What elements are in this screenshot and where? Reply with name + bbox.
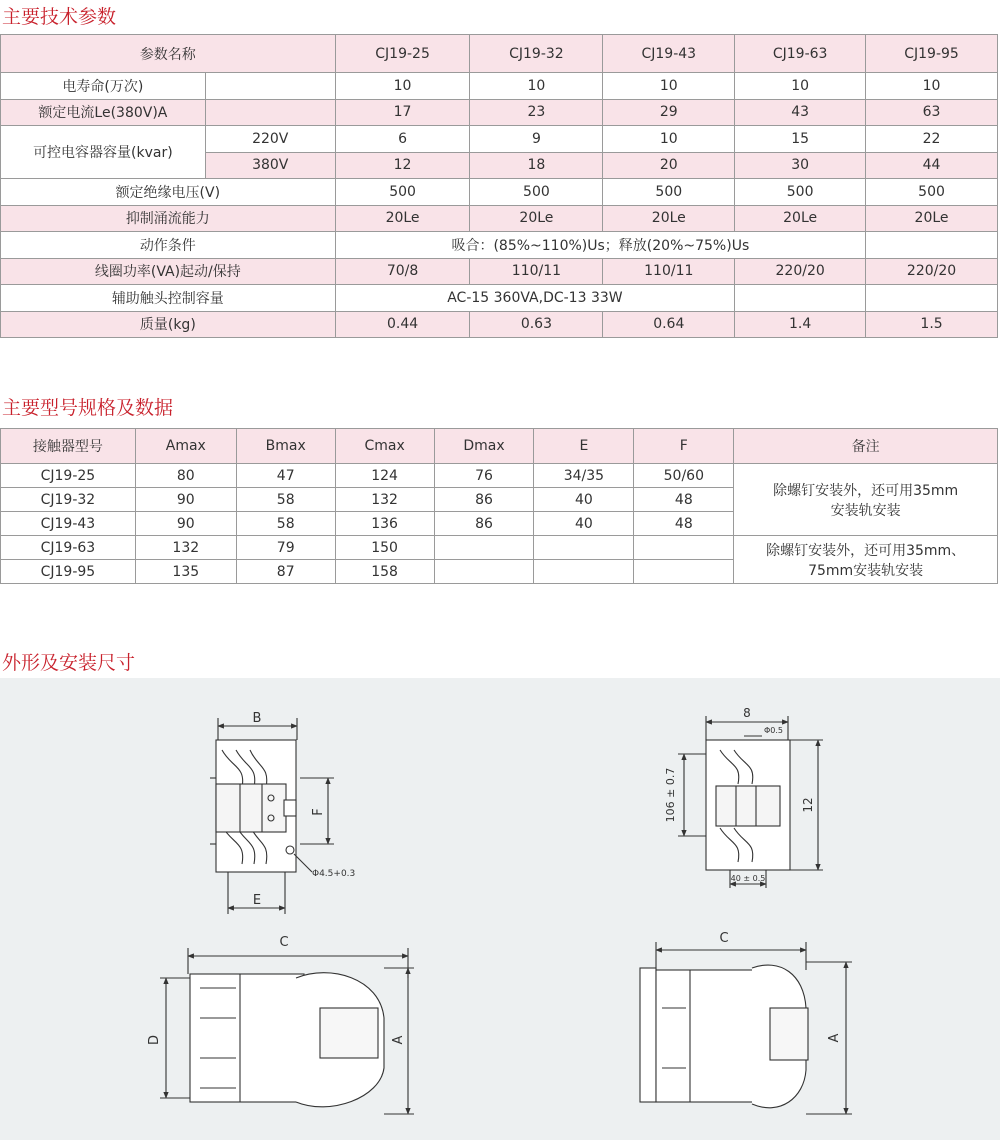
header-cell: F [634, 429, 734, 464]
row-label: 线圈功率(VA)起动/保持 [1, 258, 336, 285]
table-cell [634, 560, 734, 584]
table-cell: 吸合：(85%~110%)Us；释放(20%~75%)Us [335, 232, 865, 259]
note-line: 除螺钉安装外，还可用35mm、 [766, 542, 966, 559]
table-cell: 70/8 [335, 258, 470, 285]
table-cell: 10 [335, 73, 470, 100]
empty-cell [205, 99, 335, 126]
table-row [1, 232, 998, 259]
table-row [1, 73, 998, 100]
header-cell: Cmax [335, 429, 434, 464]
table-cell: 500 [603, 179, 735, 206]
table-cell: 40 [534, 488, 634, 512]
table-cell: 0.64 [603, 311, 735, 338]
table-cell: 86 [434, 488, 534, 512]
note-line: 安装轨安装 [830, 502, 901, 519]
header-cell: Bmax [236, 429, 335, 464]
table-cell: 22 [866, 126, 998, 153]
table-cell: 20Le [866, 205, 998, 232]
table-cell: 79 [236, 536, 335, 560]
table-cell: 48 [634, 488, 734, 512]
table-cell: 124 [335, 464, 434, 488]
table-cell: 132 [135, 536, 236, 560]
table-cell: 10 [603, 73, 735, 100]
note-cell [734, 464, 998, 536]
table-header-row [1, 35, 998, 73]
note-cell [734, 536, 998, 584]
table-cell: 87 [236, 560, 335, 584]
section-title-models: 主要型号规格及数据 [2, 397, 174, 419]
table-cell: 500 [735, 179, 866, 206]
table-cell: 58 [236, 512, 335, 536]
table-row [1, 99, 998, 126]
section-title-main-params: 主要技术参数 [2, 6, 117, 28]
table-cell: 43 [735, 99, 866, 126]
row-label: 可控电容器容量(kvar) [1, 126, 206, 179]
header-cell: Dmax [434, 429, 534, 464]
label-8: 8 [743, 706, 751, 720]
table-cell: 500 [866, 179, 998, 206]
header-cell: 备注 [734, 429, 998, 464]
table-cell: 34/35 [534, 464, 634, 488]
table-cell: 20 [603, 152, 735, 179]
row-label: 质量(kg) [1, 311, 336, 338]
table-cell: 0.44 [335, 311, 470, 338]
section-title-dimensions: 外形及安装尺寸 [2, 652, 136, 674]
row-label: 额定绝缘电压(V) [1, 179, 336, 206]
models-table [0, 428, 998, 584]
empty-cell [866, 232, 998, 259]
label-B: B [252, 711, 262, 726]
label-D: D [147, 1034, 162, 1046]
label-A2: A [827, 1033, 842, 1043]
table-header-row [1, 429, 998, 464]
row-label: 电寿命(万次) [1, 73, 206, 100]
table-row [1, 258, 998, 285]
empty-cell [866, 285, 998, 312]
table-cell: 10 [470, 73, 603, 100]
table-cell: 48 [634, 512, 734, 536]
table-cell: 220/20 [866, 258, 998, 285]
table-cell: 20Le [470, 205, 603, 232]
header-cell: CJ19-32 [470, 35, 603, 73]
header-cell: 接触器型号 [1, 429, 136, 464]
label-C1: C [279, 935, 289, 950]
table-cell: 110/11 [603, 258, 735, 285]
table-cell: 500 [335, 179, 470, 206]
sub-label: 380V [205, 152, 335, 179]
table-row [1, 179, 998, 206]
header-cell: CJ19-43 [603, 35, 735, 73]
table-cell: 30 [735, 152, 866, 179]
header-cell: CJ19-95 [866, 35, 998, 73]
table-cell: 20Le [335, 205, 470, 232]
table-cell: 158 [335, 560, 434, 584]
drawing-front-view-1 [160, 948, 414, 1114]
table-cell: 63 [866, 99, 998, 126]
table-cell: 17 [335, 99, 470, 126]
table-cell [534, 536, 634, 560]
row-label: 额定电流Le(380V)A [1, 99, 206, 126]
table-cell: 76 [434, 464, 534, 488]
header-cell: CJ19-25 [335, 35, 470, 73]
label-C2: C [719, 931, 729, 946]
table-cell: 135 [135, 560, 236, 584]
table-cell: CJ19-43 [1, 512, 136, 536]
table-cell: CJ19-95 [1, 560, 136, 584]
table-cell: 6 [335, 126, 470, 153]
label-A1: A [391, 1035, 406, 1045]
table-cell: 18 [470, 152, 603, 179]
table-cell [634, 536, 734, 560]
table-cell: 58 [236, 488, 335, 512]
header-cell: Amax [135, 429, 236, 464]
dimension-drawings [0, 678, 1000, 1140]
table-cell: 1.4 [735, 311, 866, 338]
table-cell: AC-15 360VA,DC-13 33W [335, 285, 735, 312]
drawing-front-view-2 [640, 942, 852, 1114]
header-param-name: 参数名称 [1, 35, 336, 73]
table-row [1, 536, 998, 560]
table-cell: 44 [866, 152, 998, 179]
table-row [1, 126, 998, 153]
empty-cell [205, 73, 335, 100]
table-cell: 0.63 [470, 311, 603, 338]
table-cell: 90 [135, 488, 236, 512]
header-cell: E [534, 429, 634, 464]
table-cell: 500 [470, 179, 603, 206]
table-cell: 132 [335, 488, 434, 512]
table-cell: 10 [866, 73, 998, 100]
table-cell: 110/11 [470, 258, 603, 285]
table-row [1, 311, 998, 338]
main-params-table [0, 34, 998, 338]
table-cell: 29 [603, 99, 735, 126]
table-cell: CJ19-32 [1, 488, 136, 512]
label-hole: Φ4.5+0.3 [312, 869, 356, 879]
table-cell: 90 [135, 512, 236, 536]
table-row [1, 464, 998, 488]
table-cell [534, 560, 634, 584]
table-cell: 47 [236, 464, 335, 488]
empty-cell [735, 285, 866, 312]
note-line: 75mm安装轨安装 [808, 562, 924, 579]
note-line: 除螺钉安装外，还可用35mm [773, 482, 959, 499]
label-phi05: Φ0.5 [764, 726, 784, 735]
label-40: 40 ± 0.5 [730, 874, 766, 883]
table-cell: 20Le [735, 205, 866, 232]
table-cell: 80 [135, 464, 236, 488]
table-cell: 86 [434, 512, 534, 536]
label-E: E [252, 893, 262, 908]
row-label: 辅助触头控制容量 [1, 285, 336, 312]
sub-label: 220V [205, 126, 335, 153]
header-cell: CJ19-63 [735, 35, 866, 73]
table-cell [434, 536, 534, 560]
table-cell: 15 [735, 126, 866, 153]
label-12: 12 [801, 797, 815, 813]
table-cell: CJ19-63 [1, 536, 136, 560]
table-cell: 1.5 [866, 311, 998, 338]
dimension-drawings-panel [0, 678, 1000, 1140]
table-cell: 50/60 [634, 464, 734, 488]
table-row [1, 285, 998, 312]
table-cell: 9 [470, 126, 603, 153]
table-cell: 23 [470, 99, 603, 126]
label-F: F [311, 808, 326, 816]
table-cell: 12 [335, 152, 470, 179]
table-cell: 220/20 [735, 258, 866, 285]
label-106: 106 ± 0.7 [664, 767, 677, 823]
table-cell: 150 [335, 536, 434, 560]
table-cell: 20Le [603, 205, 735, 232]
table-cell: 40 [534, 512, 634, 536]
row-label: 抑制涌流能力 [1, 205, 336, 232]
table-cell: 136 [335, 512, 434, 536]
table-cell: 10 [603, 126, 735, 153]
table-cell [434, 560, 534, 584]
table-cell: 10 [735, 73, 866, 100]
table-row [1, 205, 998, 232]
row-label: 动作条件 [1, 232, 336, 259]
table-cell: CJ19-25 [1, 464, 136, 488]
